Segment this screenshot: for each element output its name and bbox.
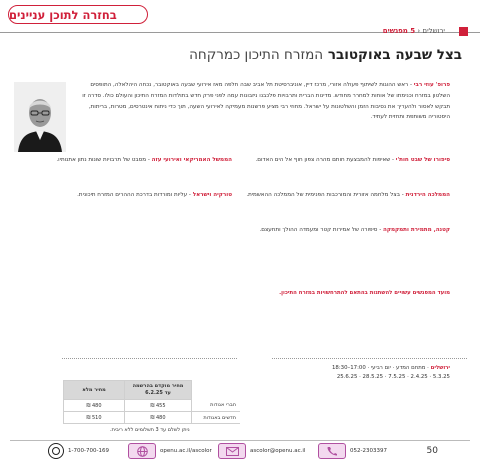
topic-text: - עליות ומורדות בדרכת הההרים המזרח תיכונית. bbox=[77, 192, 193, 198]
schedule-change-note: מועד המפגשים עשויים להשתנות בהתאם להתרחשויות במזרח התיכון. bbox=[279, 290, 450, 296]
schedule-city: ירושלים bbox=[430, 365, 450, 371]
payment-note: ניתן לשלם עד 3 תשלומים ללא ריבית. bbox=[110, 427, 190, 433]
schedule-dates: 5.3.25 · 2.4.25 · 7.5.25 · 28.5.25 · 25.6.25 bbox=[336, 374, 450, 380]
email-address: ascolor@openu.ac.il bbox=[250, 448, 306, 454]
breadcrumb-city: ירושלים bbox=[422, 27, 445, 35]
intro-text: - ראש ההוגות לשיתוף פעולה אזורי, מרכז דיין, אוניברסיטת תל אביב שבה חלפה מאז אירועי שבעה באוקטובר, נכחה היהלאלה, התופסים השלטון במזרח וכנימתו של אוחות למחרר מחודש. מדינות הברית ותרבויות פלכבנו ניזבונות עמה לפני פרק חדש בתולדות המזרח התיכון והעולם כולו. סדרה זו תבקש לאסור ולהעריך את נסיבות הזמן והשלטונות על ישראל. מחוזי רבי מציע פרשנות מעמיקה לאירועי השעה, תוך כדי ניתוח אינטרסים, מטרות, בריתות, היסטוריה משותפת ותחזית לעתיד. bbox=[82, 82, 450, 121]
divider bbox=[272, 358, 467, 359]
topic-title: טורקיה וישראל bbox=[192, 192, 232, 198]
table-header: מחיר מלא bbox=[64, 381, 125, 400]
topic-text: - שאיפות להמבצעת חותם מהרה צפון חוף אל הים האדום. bbox=[255, 157, 396, 163]
price-table bbox=[63, 380, 240, 424]
topic-title: סיפורו של שבט חות'י bbox=[395, 157, 450, 163]
email-icon bbox=[218, 443, 246, 459]
lecturer-name: פרופ' עוזי רבי bbox=[413, 82, 450, 88]
back-to-contents-button[interactable] bbox=[8, 5, 148, 24]
table-cell: חדשים באגודות bbox=[192, 412, 241, 424]
tel-contact[interactable] bbox=[68, 443, 109, 459]
whatsapp-icon[interactable] bbox=[48, 443, 64, 459]
intro-paragraph bbox=[74, 80, 450, 123]
globe-icon bbox=[128, 443, 156, 459]
table-cell: חברי אגודות bbox=[192, 400, 241, 412]
breadcrumb-count: 5 מפגשים bbox=[382, 27, 416, 35]
title-bold: בצל שבעה באוקטובר bbox=[327, 47, 462, 63]
title-subtitle: המזרח התיכון כמרקחה bbox=[189, 47, 324, 63]
topic-text: - מסבט של תרבויות שונות נתון אתנותיו. bbox=[56, 157, 152, 163]
topic-text: - בצל מלחמה אזורית והמורכבות הפנימית של הממלכה ההאשמית. bbox=[246, 192, 406, 198]
table-row bbox=[64, 412, 241, 424]
page-title bbox=[189, 47, 462, 63]
topic-title: הממשל האמריקאי ואירועי עזה bbox=[151, 157, 232, 163]
table-row bbox=[64, 400, 241, 412]
email-contact[interactable] bbox=[218, 443, 305, 459]
schedule-details bbox=[332, 364, 450, 382]
footer-rule bbox=[10, 440, 470, 441]
section-marker bbox=[459, 27, 468, 36]
breadcrumb-separator: ‹ bbox=[417, 27, 421, 35]
schedule-line bbox=[332, 364, 450, 373]
topic-item bbox=[245, 155, 450, 166]
back-button-label: בחזרה לתוכן עניינים bbox=[9, 7, 117, 22]
table-cell: 480 ₪ bbox=[64, 400, 125, 412]
phone-icon bbox=[318, 443, 346, 459]
table-header: מחיר מוקדם בהרשמה עד 6.2.25 bbox=[125, 381, 192, 400]
topic-item bbox=[27, 190, 232, 201]
table-cell: 455 ₪ bbox=[125, 400, 192, 412]
topic-item bbox=[245, 225, 450, 236]
topic-item bbox=[245, 190, 450, 201]
table-header bbox=[192, 381, 241, 400]
topic-item bbox=[27, 155, 232, 166]
table-header-row bbox=[64, 381, 241, 400]
breadcrumb bbox=[383, 27, 445, 35]
phone-contact[interactable] bbox=[318, 443, 387, 459]
table-cell: 510 ₪ bbox=[64, 412, 125, 424]
lecturer-photo bbox=[14, 82, 66, 152]
topic-text: - סיפורה של אמירות קטר ומעמדה ההולך ותחעצם. bbox=[259, 227, 383, 233]
table-cell: 480 ₪ bbox=[125, 412, 192, 424]
website-url: openu.ac.il/ascolor bbox=[160, 448, 212, 454]
website-link[interactable] bbox=[128, 443, 212, 459]
phone-number: 052-2303397 bbox=[350, 448, 387, 454]
page-number: 50 bbox=[426, 446, 438, 456]
tel-number: 1-700-700-169 bbox=[68, 448, 109, 454]
topic-title: קטנה, מתמירת ותמקמקה bbox=[383, 227, 450, 233]
topic-title: הממלכה הירדנית bbox=[405, 192, 450, 198]
divider bbox=[62, 358, 237, 359]
schedule-info: · מתחם המדע · יום רביעי · 17:00–18:30 bbox=[331, 365, 431, 371]
